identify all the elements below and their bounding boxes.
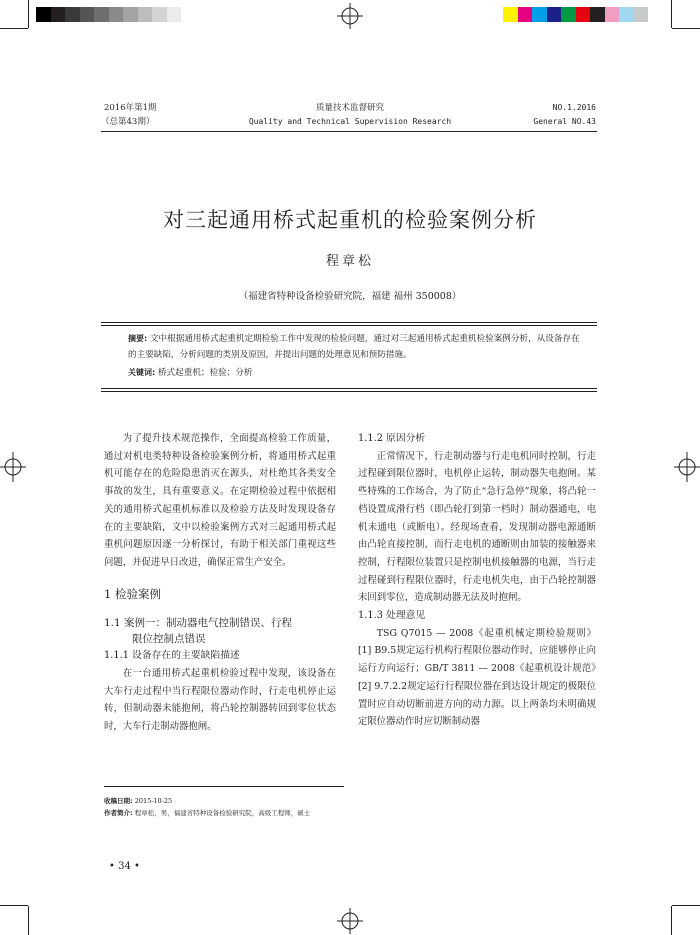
- calibration-swatch: [123, 7, 138, 22]
- journal-name-en: Quality and Technical Supervision Research: [248, 117, 452, 126]
- calibration-swatch: [167, 7, 182, 22]
- crop-mark: [672, 28, 700, 29]
- page-number: • 34 •: [109, 861, 140, 872]
- calibration-swatch: [576, 7, 591, 22]
- body-paragraph: 正常情况下，行走制动器与行走电机同时控制，行走过程碰到限位器时，电机停止运转，制动器失电抱闸。某些特殊的工作场合，为了防止“急行急停”现象，将凸轮一档设置成滑行档（即凸轮打到第一档时）制动器通电，电机未通电（或断电）。经现场查看，发现制动器电源通断由凸轮直接控制，而行走电机的通断则由加装的接触器来控制，行程限位装置只是控制电机接触器的电源，当行走过程碰到行程限位器时，行走电机失电，由于凸轮控制器未回到零位，造成制动器无法及时抱闸。: [358, 450, 596, 604]
- subsection-heading-continued: 限位控制点错误: [132, 633, 206, 646]
- calibration-swatch: [547, 7, 562, 22]
- gray-scale-bar: [36, 7, 181, 22]
- journal-name: 质量技术监督研究: [315, 103, 384, 113]
- abstract-bottom-rule: [101, 388, 597, 392]
- crop-mark: [671, 906, 672, 935]
- subsection-heading: 1.1 案例一：制动器电气控制错误、行程: [104, 617, 293, 630]
- crop-mark: [672, 905, 700, 906]
- issue-total-label: （总第43期）: [101, 117, 155, 127]
- calibration-swatch: [518, 7, 533, 22]
- calibration-swatch: [51, 7, 66, 22]
- calibration-swatch: [36, 7, 51, 22]
- keywords-label: 关键词:: [128, 368, 156, 377]
- color-calibration-bar: [503, 7, 648, 22]
- left-column: [104, 430, 336, 736]
- body-paragraph: TSG Q7015 — 2008《起重机械定期检验规则》[1] B9.5规定运行机构行程限位器动作时，应能够停止向运行方向运行；GB/T 3811 — 2008《起重机设计规范》[2] 9.7.2.2规定运行行程限位器在到达设计规定的极限位置时应自动切断前进方向的动力源。以上两条均未明确规定限位器动作时应切断制动器: [358, 627, 596, 728]
- general-number: General NO.43: [533, 117, 596, 126]
- article-title: 对三起通用桥式起重机的检验案例分析: [163, 208, 537, 232]
- subsubsection-heading: 1.1.3 处理意见: [358, 610, 426, 622]
- received-date: [104, 796, 172, 806]
- calibration-swatch: [109, 7, 124, 22]
- crop-mark: [28, 0, 29, 28]
- calibration-swatch: [65, 7, 80, 22]
- registration-mark-icon: [335, 908, 365, 934]
- abstract-top-rule: [101, 322, 597, 326]
- right-column: [358, 430, 596, 731]
- abstract-block: [128, 331, 588, 363]
- calibration-swatch: [532, 7, 547, 22]
- section-heading: 1 检验案例: [104, 586, 161, 601]
- bio-value: 程章松，男，福建省特种设备检验研究院，高级工程师，硕士: [134, 809, 311, 817]
- calibration-swatch: [138, 7, 153, 22]
- author-bio: [104, 808, 310, 818]
- calibration-swatch: [94, 7, 109, 22]
- calibration-swatch: [561, 7, 576, 22]
- crop-mark: [671, 0, 672, 28]
- registration-mark-icon: [0, 452, 26, 482]
- crop-mark: [0, 905, 28, 906]
- footnote-rule: [104, 786, 344, 787]
- registration-mark-icon: [674, 452, 700, 482]
- calibration-swatch: [605, 7, 620, 22]
- subsubsection-heading: 1.1.1 设备存在的主要缺陷描述: [104, 650, 240, 662]
- header-rule: [101, 131, 597, 132]
- keywords-text: 桥式起重机；检验；分析: [157, 368, 253, 378]
- received-value: 2015-10-25: [134, 797, 173, 805]
- received-label: 收稿日期:: [104, 797, 133, 805]
- calibration-swatch: [590, 7, 605, 22]
- calibration-swatch: [503, 7, 518, 22]
- subsubsection-heading: 1.1.2 原因分析: [358, 433, 426, 444]
- crop-mark: [28, 906, 29, 935]
- crop-mark: [0, 28, 28, 29]
- issue-number: NO.1.2016: [552, 103, 596, 112]
- author-name: 程章松: [325, 254, 374, 269]
- calibration-swatch: [80, 7, 95, 22]
- abstract-label: 摘要:: [128, 334, 148, 343]
- intro-paragraph: 为了提升技术规范操作，全面提高检验工作质量，通过对机电类特种设备检验案例分析，将通用桥式起重机可能存在的危险隐患消灭在源头，对杜绝其各类安全事故的发生，具有重要意义。在定期检验过程中依据相关的通用桥式起重机标准以及检验方法及时发现设备存在的主要缺陷，文中以检验案例方式对三起通用桥式起重机问题原因逐一分析探讨，有助于相关部门重视这些问题，并促进早日改进，确保正常生产安全。: [104, 433, 336, 568]
- calibration-swatch: [152, 7, 167, 22]
- calibration-swatch: [634, 7, 649, 22]
- issue-label: 2016年第1期: [104, 103, 157, 113]
- calibration-swatch: [619, 7, 634, 22]
- bio-label: 作者简介:: [104, 809, 133, 817]
- body-paragraph: 在一台通用桥式起重机检验过程中发现，该设备在大车行走过程中当行程限位器动作时，行走电机停止运转，但制动器未能抱闸，将凸轮控制器转回到零位状态时，大车行走制动器抱闸。: [104, 668, 336, 733]
- abstract-text: 文中根据通用桥式起重机定期检验工作中发现的检验问题，通过对三起通用桥式起重机检验案例分析，从设备存在的主要缺陷，分析问题的类别及原因，并提出问题的处理意见和预防措施。: [128, 334, 580, 360]
- author-affiliation: （福建省特种设备检验研究院，福建 福州 350008）: [238, 291, 462, 302]
- keywords-block: [128, 365, 588, 381]
- registration-mark-icon: [335, 3, 365, 29]
